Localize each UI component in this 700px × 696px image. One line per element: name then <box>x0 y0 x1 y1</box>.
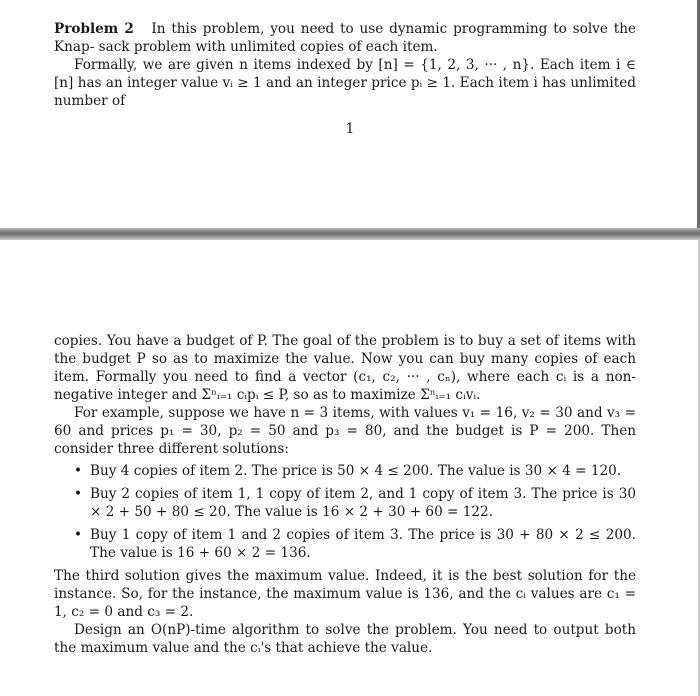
page-number: 1 <box>345 121 355 137</box>
solutions-list <box>54 462 636 562</box>
problem-heading: Problem 2 <box>54 21 134 37</box>
solution-item <box>54 526 636 562</box>
page-1-text <box>54 20 636 110</box>
page-2-text <box>54 332 636 657</box>
budget-paragraph: copies. You have a budget of P. The goal of the problem is to buy a set of items with the budget P so as to maximize the value. Now you can buy many copies of each item. Formally you need to find a vector (c₁, c₂, ··· , cₙ), where each cᵢ is a non-negative integer and Σⁿᵢ₌₁ cᵢpᵢ ≤ P, so as to maximize Σⁿᵢ₌₁ cᵢvᵢ. <box>54 333 636 403</box>
bullet-icon: • <box>74 486 83 502</box>
problem-intro <box>54 20 636 56</box>
solution-item <box>54 462 636 480</box>
conclusion-paragraph: The third solution gives the maximum value. Indeed, it is the best solution for the instance. So, for the instance, the maximum value is 136, and the cᵢ values are c₁ = 1, c₂ = 0 and c₃ = 2. <box>54 568 636 620</box>
bullet-icon: • <box>74 463 83 479</box>
intro-text: In this problem, you need to use dynamic programming to solve the Knap- sack problem with unlimited copies of each item. <box>54 21 637 55</box>
solution-text: Buy 2 copies of item 1, 1 copy of item 2, and 1 copy of item 3. The price is 30 × 2 + 50 + 80 ≤ 20. The value is 16 × 2 + 30 + 60 = 122. <box>90 486 636 520</box>
bullet-icon: • <box>74 527 83 543</box>
page-separator <box>0 228 700 240</box>
formal-definition: Formally, we are given n items indexed by [n] = {1, 2, 3, ··· , n}. Each item i ∈ [n] has an integer value vᵢ ≥ 1 and an integer price pᵢ ≥ 1. Each item i has unlimited number of <box>54 57 636 109</box>
task-paragraph: Design an O(nP)-time algorithm to solve the problem. You need to output both the maximum value and the cᵢ's that achieve the value. <box>54 622 636 656</box>
example-paragraph: For example, suppose we have n = 3 items, with values v₁ = 16, v₂ = 30 and v₃ = 60 and prices p₁ = 30, p₂ = 50 and p₃ = 80, and the budget is P = 200. Then consider three different solutions: <box>54 405 636 457</box>
page-1 <box>0 0 700 228</box>
solution-text: Buy 1 copy of item 1 and 2 copies of item 3. The price is 30 + 80 × 2 ≤ 200. The value is 16 + 60 × 2 = 136. <box>90 527 636 561</box>
solution-text: Buy 4 copies of item 2. The price is 50 × 4 ≤ 200. The value is 30 × 4 = 120. <box>90 463 622 479</box>
solution-item <box>54 485 636 521</box>
